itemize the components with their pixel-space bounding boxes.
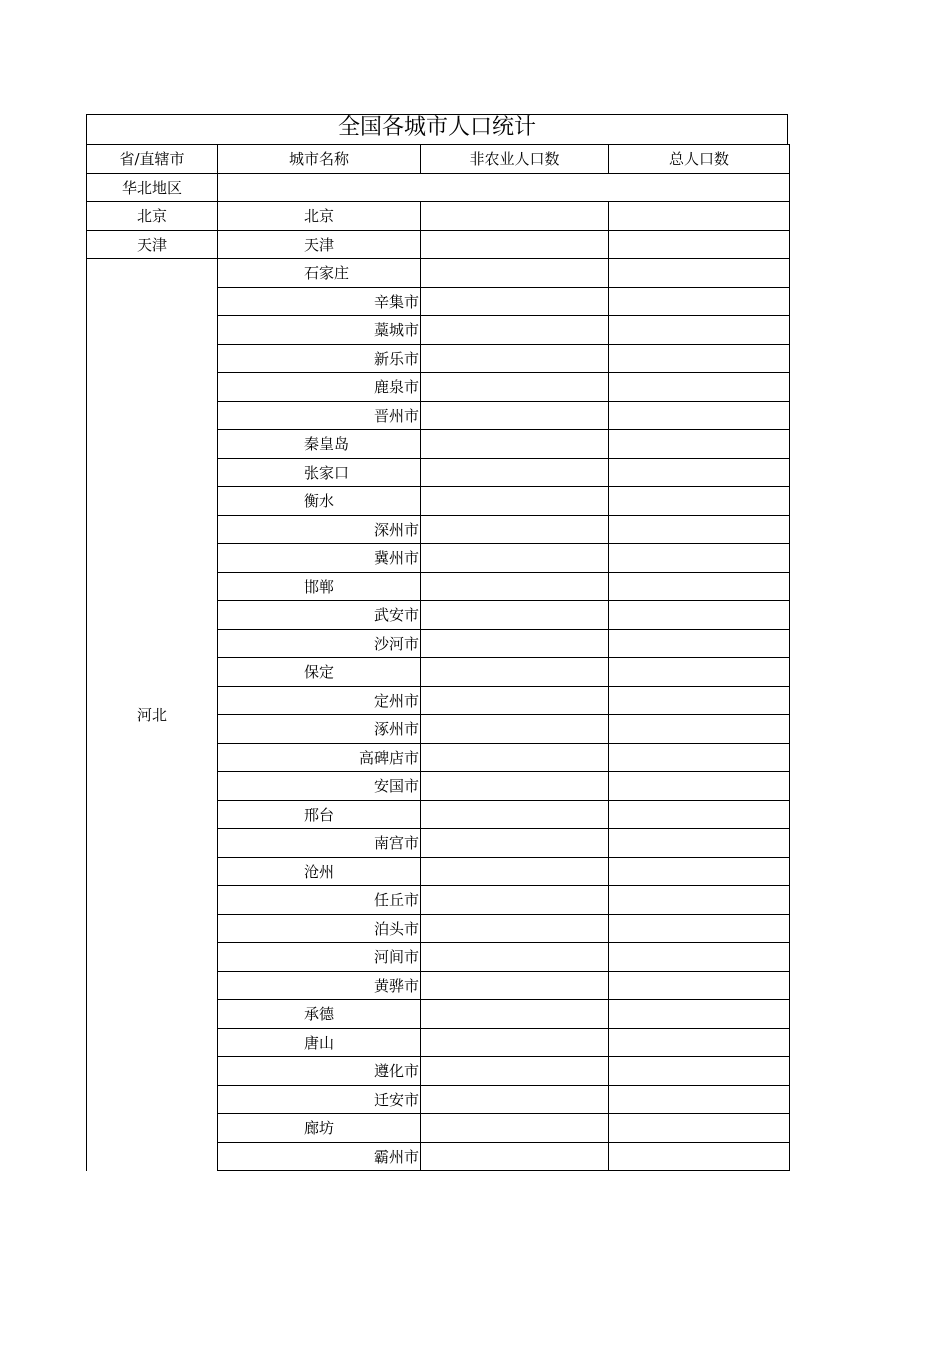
nonagri-population-cell xyxy=(421,1085,609,1114)
county-city-cell: 南宫市 xyxy=(218,829,421,858)
county-city-cell: 霸州市 xyxy=(218,1142,421,1171)
total-population-cell xyxy=(609,1057,790,1086)
total-population-cell xyxy=(609,259,790,288)
city-cell: 衡水 xyxy=(218,487,421,516)
total-population-cell xyxy=(609,686,790,715)
nonagri-population-cell xyxy=(421,1142,609,1171)
nonagri-population-cell xyxy=(421,914,609,943)
nonagri-population-cell xyxy=(421,743,609,772)
nonagri-population-cell xyxy=(421,1057,609,1086)
county-city-cell: 冀州市 xyxy=(218,544,421,573)
total-population-cell xyxy=(609,1114,790,1143)
nonagri-population-cell xyxy=(421,515,609,544)
nonagri-population-cell xyxy=(421,686,609,715)
county-city-cell: 安国市 xyxy=(218,772,421,801)
city-cell: 廊坊 xyxy=(218,1114,421,1143)
table-row xyxy=(87,202,790,231)
city-cell: 张家口 xyxy=(218,458,421,487)
nonagri-population-cell xyxy=(421,344,609,373)
county-city-cell: 泊头市 xyxy=(218,914,421,943)
total-population-cell xyxy=(609,715,790,744)
total-population-cell xyxy=(609,658,790,687)
total-population-cell xyxy=(609,914,790,943)
total-population-cell xyxy=(609,743,790,772)
nonagri-population-cell xyxy=(421,943,609,972)
nonagri-population-cell xyxy=(421,857,609,886)
county-city-cell: 深州市 xyxy=(218,515,421,544)
nonagri-population-cell xyxy=(421,487,609,516)
header-province: 省/直辖市 xyxy=(87,145,218,174)
total-population-cell xyxy=(609,629,790,658)
county-city-cell: 藁城市 xyxy=(218,316,421,345)
nonagri-population-cell xyxy=(421,316,609,345)
county-city-cell: 遵化市 xyxy=(218,1057,421,1086)
total-population-cell xyxy=(609,800,790,829)
nonagri-population-cell xyxy=(421,658,609,687)
total-population-cell xyxy=(609,601,790,630)
nonagri-population-cell xyxy=(421,544,609,573)
total-population-cell xyxy=(609,971,790,1000)
county-city-cell: 迁安市 xyxy=(218,1085,421,1114)
total-population-cell xyxy=(609,1085,790,1114)
total-population-cell xyxy=(609,772,790,801)
nonagri-population-cell xyxy=(421,401,609,430)
nonagri-population-cell xyxy=(421,1028,609,1057)
total-population-cell xyxy=(609,458,790,487)
county-city-cell: 晋州市 xyxy=(218,401,421,430)
total-population-cell xyxy=(609,373,790,402)
total-population-cell xyxy=(609,572,790,601)
county-city-cell: 黄骅市 xyxy=(218,971,421,1000)
county-city-cell: 武安市 xyxy=(218,601,421,630)
city-cell: 保定 xyxy=(218,658,421,687)
county-city-cell: 新乐市 xyxy=(218,344,421,373)
total-population-cell xyxy=(609,401,790,430)
city-cell: 石家庄 xyxy=(218,259,421,288)
city-cell: 沧州 xyxy=(218,857,421,886)
county-city-cell: 定州市 xyxy=(218,686,421,715)
nonagri-population-cell xyxy=(421,629,609,658)
total-population-cell xyxy=(609,886,790,915)
city-cell: 邯郸 xyxy=(218,572,421,601)
nonagri-population-cell xyxy=(421,772,609,801)
nonagri-population-cell xyxy=(421,373,609,402)
nonagri-population-cell xyxy=(421,202,609,231)
total-population-cell xyxy=(609,857,790,886)
total-population-cell xyxy=(609,344,790,373)
table-body xyxy=(87,145,790,1171)
county-city-cell: 任丘市 xyxy=(218,886,421,915)
total-population-cell xyxy=(609,487,790,516)
total-population-cell xyxy=(609,230,790,259)
nonagri-population-cell xyxy=(421,886,609,915)
nonagri-population-cell xyxy=(421,601,609,630)
region-blank-cell xyxy=(218,173,790,202)
city-cell: 唐山 xyxy=(218,1028,421,1057)
city-cell: 秦皇岛 xyxy=(218,430,421,459)
nonagri-population-cell xyxy=(421,287,609,316)
total-population-cell xyxy=(609,1142,790,1171)
total-population-cell xyxy=(609,1000,790,1029)
region-row xyxy=(87,173,790,202)
county-city-cell: 辛集市 xyxy=(218,287,421,316)
city-cell: 承德 xyxy=(218,1000,421,1029)
total-population-cell xyxy=(609,943,790,972)
header-row xyxy=(87,145,790,174)
nonagri-population-cell xyxy=(421,1114,609,1143)
province-cell: 河北 xyxy=(87,259,218,1171)
total-population-cell xyxy=(609,430,790,459)
county-city-cell: 鹿泉市 xyxy=(218,373,421,402)
county-city-cell: 涿州市 xyxy=(218,715,421,744)
city-cell: 天津 xyxy=(218,230,421,259)
total-population-cell xyxy=(609,287,790,316)
nonagri-population-cell xyxy=(421,829,609,858)
nonagri-population-cell xyxy=(421,1000,609,1029)
total-population-cell xyxy=(609,515,790,544)
population-table xyxy=(86,144,790,1171)
sheet-title: 全国各城市人口统计 xyxy=(337,115,536,140)
province-cell: 北京 xyxy=(87,202,218,231)
total-population-cell xyxy=(609,316,790,345)
total-population-cell xyxy=(609,1028,790,1057)
nonagri-population-cell xyxy=(421,230,609,259)
nonagri-population-cell xyxy=(421,259,609,288)
region-label: 华北地区 xyxy=(87,173,218,202)
city-cell: 北京 xyxy=(218,202,421,231)
header-nonagri-population: 非农业人口数 xyxy=(421,145,609,174)
header-city: 城市名称 xyxy=(218,145,421,174)
nonagri-population-cell xyxy=(421,715,609,744)
sheet-title-cell xyxy=(86,114,788,144)
county-city-cell: 沙河市 xyxy=(218,629,421,658)
province-cell: 天津 xyxy=(87,230,218,259)
city-cell: 邢台 xyxy=(218,800,421,829)
total-population-cell xyxy=(609,202,790,231)
nonagri-population-cell xyxy=(421,971,609,1000)
nonagri-population-cell xyxy=(421,800,609,829)
table-row xyxy=(87,230,790,259)
table-row xyxy=(87,259,790,288)
total-population-cell xyxy=(609,829,790,858)
county-city-cell: 高碑店市 xyxy=(218,743,421,772)
total-population-cell xyxy=(609,544,790,573)
county-city-cell: 河间市 xyxy=(218,943,421,972)
nonagri-population-cell xyxy=(421,458,609,487)
header-total-population: 总人口数 xyxy=(609,145,790,174)
nonagri-population-cell xyxy=(421,430,609,459)
nonagri-population-cell xyxy=(421,572,609,601)
